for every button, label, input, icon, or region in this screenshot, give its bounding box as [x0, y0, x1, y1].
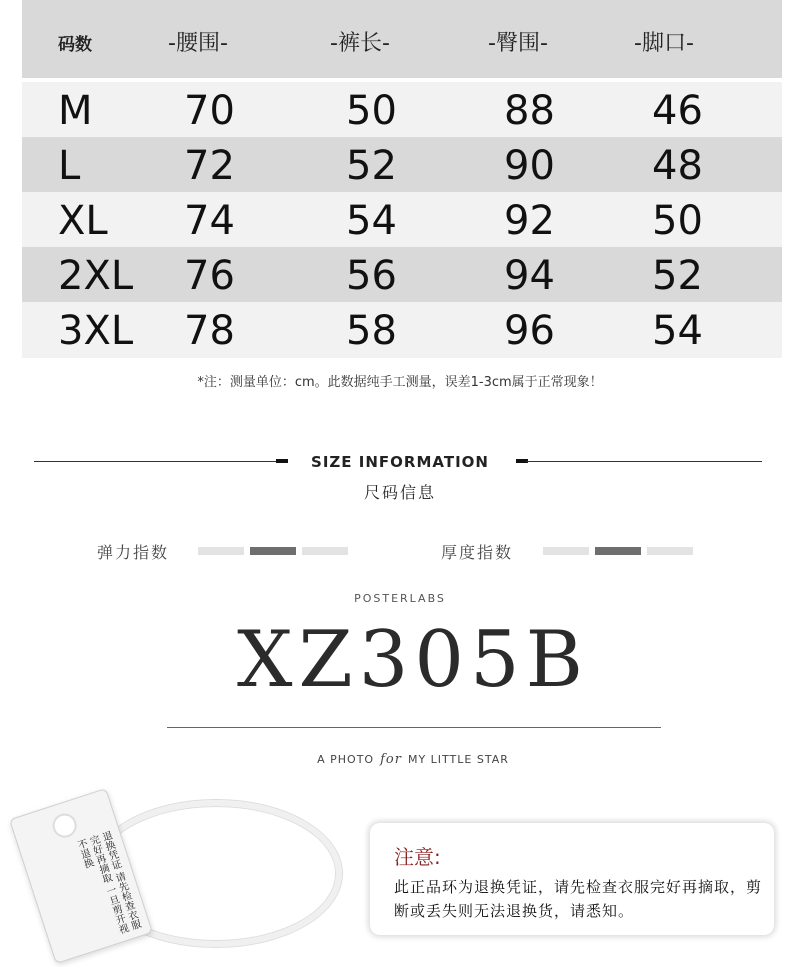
thickness-label: 厚度指数 [441, 543, 514, 562]
header-size: 码数 [58, 35, 92, 55]
cell-hem: 48 [652, 143, 703, 189]
cell-hip: 92 [504, 198, 555, 244]
cell-hem: 52 [652, 253, 703, 299]
cell-waist: 74 [184, 198, 235, 244]
cell-length: 52 [346, 143, 397, 189]
elasticity-bar-segment [302, 547, 348, 555]
cell-waist: 76 [184, 253, 235, 299]
brand-tagline [0, 752, 800, 767]
cell-length: 58 [346, 308, 397, 354]
tag-hole [50, 810, 80, 840]
tag-text: 退换凭证 请先检查衣服 完好再摘取 一旦剪开视不退换 [73, 830, 142, 936]
cell-size: 2XL [58, 253, 134, 299]
brand-divider [167, 727, 661, 728]
thickness-bar-segment [595, 547, 641, 555]
size-table [22, 0, 782, 354]
size-info-title: SIZE INFORMATION [311, 453, 489, 471]
cell-length: 54 [346, 198, 397, 244]
cell-hip: 96 [504, 308, 555, 354]
elasticity-bar-segment [250, 547, 296, 555]
hang-tag [9, 788, 153, 964]
cell-waist: 78 [184, 308, 235, 354]
cell-hem: 46 [652, 88, 703, 134]
cell-length: 56 [346, 253, 397, 299]
cell-hem: 50 [652, 198, 703, 244]
notice-box [370, 823, 774, 935]
measurement-note: *注：测量单位：cm。此数据纯手工测量，误差1-3cm属于正常现象！ [197, 375, 603, 390]
table-header [22, 0, 782, 78]
cell-length: 50 [346, 88, 397, 134]
table-row [22, 247, 782, 303]
table-row [22, 137, 782, 193]
cell-size: 3XL [58, 308, 134, 354]
cell-size: L [58, 143, 81, 189]
cell-hip: 88 [504, 88, 555, 134]
notice-body: 此正品环为退换凭证，请先检查衣服完好再摘取，剪断或丢失则无法退换货，请悉知。 [394, 878, 763, 920]
cell-size: XL [58, 198, 108, 244]
header-hem: -脚口- [634, 31, 694, 56]
brand-name: POSTERLABS [354, 592, 446, 605]
tagline-part-b: MY LITTLE STAR [407, 753, 509, 766]
cell-waist: 72 [184, 143, 235, 189]
cell-hip: 94 [504, 253, 555, 299]
size-info-subtitle: 尺码信息 [363, 483, 436, 502]
cell-hip: 90 [504, 143, 555, 189]
cell-hem: 54 [652, 308, 703, 354]
elasticity-label: 弹力指数 [97, 543, 170, 562]
thickness-bar-segment [543, 547, 589, 555]
table-row [22, 302, 782, 358]
tagline-part-a: A PHOTO [317, 753, 375, 766]
thickness-bar-segment [647, 547, 693, 555]
model-number: XZ305B [237, 615, 589, 705]
notice-title: 注意: [394, 845, 441, 869]
tagline-for: for [380, 752, 402, 767]
cell-waist: 70 [184, 88, 235, 134]
header-length: -裤长- [330, 31, 390, 56]
table-row [22, 82, 782, 138]
header-hip: -臀围- [488, 31, 548, 56]
header-waist: -腰围- [168, 31, 228, 56]
cell-size: M [58, 88, 93, 134]
table-row [22, 192, 782, 248]
elasticity-bar-segment [198, 547, 244, 555]
